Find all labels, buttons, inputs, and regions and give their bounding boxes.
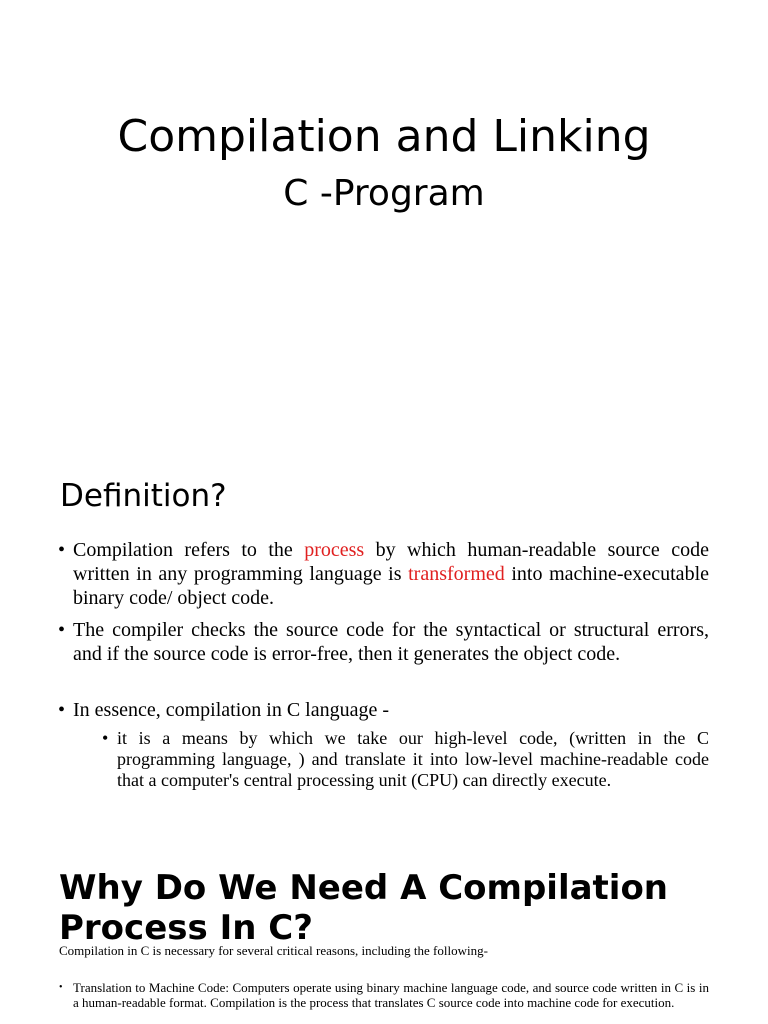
- page-title: Compilation and Linking: [117, 111, 651, 162]
- title-slide: [0, 112, 768, 216]
- why-bullet-translation: [59, 980, 709, 1010]
- why-bullet-text: Translation to Machine Code: Computers operate using binary machine language code, and source code written in C is in a human-readable format. Compilation is the process that translates C source code into machine code for execution.: [73, 980, 709, 1010]
- bullet-text: The compiler checks the source code for the syntactical or structural errors, and if the source code is error-free, then it generates the object code.: [73, 619, 709, 665]
- bullet-text-after: into machine-executable binary code/ object code.: [73, 563, 709, 609]
- bullet-text: In essence, compilation in C language -: [73, 699, 390, 721]
- definition-sub-bullet: [102, 728, 709, 791]
- definition-bullet-essence: [58, 698, 709, 791]
- page-subtitle: C -Program: [283, 173, 485, 214]
- definition-list: [58, 538, 709, 791]
- bullet-marker: •: [59, 982, 63, 993]
- why-heading: Why Do We Need A Compilation Process In C?: [59, 868, 669, 948]
- why-intro: Compilation in C is necessary for several critical reasons, including the following-: [59, 943, 488, 958]
- highlight-process: process: [304, 539, 365, 561]
- bullet-marker: •: [58, 619, 66, 641]
- highlight-transformed: transformed: [408, 563, 505, 585]
- bullet-text-before: Compilation refers to the: [73, 539, 305, 561]
- bullet-marker: •: [102, 728, 109, 748]
- bullet-marker: •: [58, 539, 66, 561]
- sub-bullet-text: it is a means by which we take our high-level code, (written in the C programming language, ) and translate it into low-level machine-readable code that a computer's central processing unit (CPU) can directly execute.: [117, 728, 709, 790]
- definition-heading: Definition?: [60, 478, 227, 514]
- bullet-marker: •: [58, 699, 66, 721]
- bullet-text-middle: by which human-readable source code written in any programming language is: [73, 539, 709, 585]
- definition-bullet-compilation: [58, 538, 709, 610]
- definition-bullet-compiler: [58, 618, 709, 666]
